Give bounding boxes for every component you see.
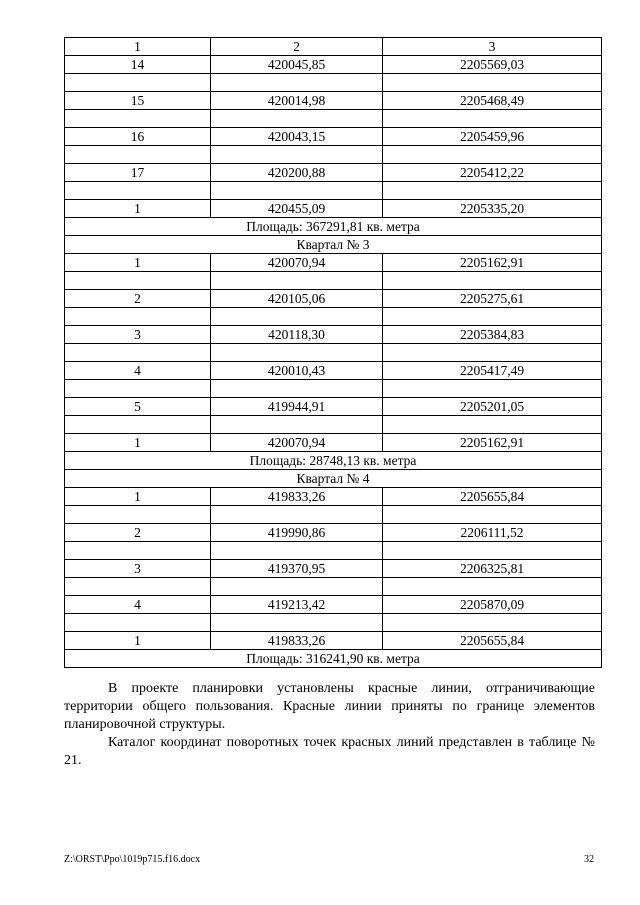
paragraph-catalog-reference: Каталог координат поворотных точек красных линий представлен в таблице № 21. (64, 735, 595, 768)
empty-cell (211, 110, 383, 128)
empty-cell (65, 542, 211, 560)
point-number-cell: 1 (65, 254, 211, 272)
footer-page-number: 32 (584, 854, 594, 865)
empty-cell (383, 146, 602, 164)
point-number-cell: 2 (65, 290, 211, 308)
x-coordinate-cell: 420045,85 (211, 56, 383, 74)
empty-cell (211, 272, 383, 290)
y-coordinate-cell: 2205384,83 (383, 326, 602, 344)
empty-cell (383, 380, 602, 398)
summary-cell: Квартал № 3 (65, 236, 602, 254)
x-coordinate-cell: 419944,91 (211, 398, 383, 416)
y-coordinate-cell: 2205655,84 (383, 488, 602, 506)
table-row (65, 434, 602, 452)
empty-cell (65, 416, 211, 434)
coordinates-table-body (65, 38, 602, 668)
empty-cell (211, 74, 383, 92)
table-row (65, 56, 602, 74)
table-row (65, 92, 602, 110)
table-header-row (65, 38, 602, 56)
x-coordinate-cell: 420455,09 (211, 200, 383, 218)
point-number-cell: 5 (65, 398, 211, 416)
table-spacer-row (65, 416, 602, 434)
empty-cell (211, 380, 383, 398)
y-coordinate-cell: 2205162,91 (383, 254, 602, 272)
x-coordinate-cell: 419833,26 (211, 488, 383, 506)
point-number-cell: 1 (65, 488, 211, 506)
y-coordinate-cell: 2205655,84 (383, 632, 602, 650)
table-row (65, 164, 602, 182)
empty-cell (383, 272, 602, 290)
y-coordinate-cell: 2205459,96 (383, 128, 602, 146)
x-coordinate-cell: 420105,06 (211, 290, 383, 308)
body-text (64, 680, 595, 770)
point-number-cell: 3 (65, 326, 211, 344)
point-number-cell: 3 (65, 560, 211, 578)
y-coordinate-cell: 2205468,49 (383, 92, 602, 110)
summary-cell: Площадь: 367291,81 кв. метра (65, 218, 602, 236)
empty-cell (383, 506, 602, 524)
summary-cell: Квартал № 4 (65, 470, 602, 488)
table-row (65, 632, 602, 650)
empty-cell (211, 344, 383, 362)
empty-cell (65, 110, 211, 128)
table-spacer-row (65, 74, 602, 92)
empty-cell (211, 542, 383, 560)
y-coordinate-cell: 2205417,49 (383, 362, 602, 380)
table-row (65, 128, 602, 146)
empty-cell (383, 578, 602, 596)
point-number-cell: 17 (65, 164, 211, 182)
empty-cell (383, 344, 602, 362)
point-number-cell: 4 (65, 596, 211, 614)
empty-cell (65, 146, 211, 164)
table-row (65, 398, 602, 416)
y-coordinate-cell: 2205275,61 (383, 290, 602, 308)
point-number-cell: 16 (65, 128, 211, 146)
x-coordinate-cell: 420070,94 (211, 254, 383, 272)
x-coordinate-cell: 420118,30 (211, 326, 383, 344)
empty-cell (211, 614, 383, 632)
empty-cell (65, 506, 211, 524)
table-spacer-row (65, 506, 602, 524)
summary-cell: Площадь: 28748,13 кв. метра (65, 452, 602, 470)
empty-cell (65, 272, 211, 290)
table-summary-row (65, 650, 602, 668)
empty-cell (383, 542, 602, 560)
table-spacer-row (65, 182, 602, 200)
table-spacer-row (65, 578, 602, 596)
table-row (65, 290, 602, 308)
table-row (65, 254, 602, 272)
table-spacer-row (65, 344, 602, 362)
x-coordinate-cell: 420200,88 (211, 164, 383, 182)
table-spacer-row (65, 308, 602, 326)
point-number-cell: 1 (65, 200, 211, 218)
point-number-cell: 15 (65, 92, 211, 110)
table-summary-row (65, 218, 602, 236)
y-coordinate-cell: 2205201,05 (383, 398, 602, 416)
empty-cell (65, 578, 211, 596)
empty-cell (65, 380, 211, 398)
table-row (65, 560, 602, 578)
y-coordinate-cell: 2205162,91 (383, 434, 602, 452)
empty-cell (383, 74, 602, 92)
x-coordinate-cell: 419370,95 (211, 560, 383, 578)
empty-cell (65, 614, 211, 632)
header-cell-point: 1 (65, 38, 211, 56)
table-summary-row (65, 470, 602, 488)
empty-cell (211, 182, 383, 200)
table-row (65, 596, 602, 614)
x-coordinate-cell: 420043,15 (211, 128, 383, 146)
empty-cell (65, 182, 211, 200)
x-coordinate-cell: 419990,86 (211, 524, 383, 542)
empty-cell (211, 506, 383, 524)
y-coordinate-cell: 2205335,20 (383, 200, 602, 218)
y-coordinate-cell: 2205412,22 (383, 164, 602, 182)
table-summary-row (65, 452, 602, 470)
point-number-cell: 14 (65, 56, 211, 74)
empty-cell (211, 416, 383, 434)
x-coordinate-cell: 420070,94 (211, 434, 383, 452)
x-coordinate-cell: 420014,98 (211, 92, 383, 110)
table-row (65, 326, 602, 344)
empty-cell (383, 182, 602, 200)
table-row (65, 200, 602, 218)
table-spacer-row (65, 146, 602, 164)
y-coordinate-cell: 2205569,03 (383, 56, 602, 74)
coordinates-table (64, 37, 602, 668)
empty-cell (211, 578, 383, 596)
table-row (65, 362, 602, 380)
table-spacer-row (65, 380, 602, 398)
empty-cell (383, 110, 602, 128)
x-coordinate-cell: 419833,26 (211, 632, 383, 650)
empty-cell (65, 344, 211, 362)
empty-cell (65, 308, 211, 326)
y-coordinate-cell: 2206325,81 (383, 560, 602, 578)
table-spacer-row (65, 110, 602, 128)
x-coordinate-cell: 420010,43 (211, 362, 383, 380)
paragraph-red-lines: В проекте планировки установлены красные линии, отграничивающие территории общего пользования. Красные линии приняты по границе элементов планировочной структуры. (64, 681, 595, 732)
y-coordinate-cell: 2206111,52 (383, 524, 602, 542)
point-number-cell: 4 (65, 362, 211, 380)
empty-cell (383, 308, 602, 326)
summary-cell: Площадь: 316241,90 кв. метра (65, 650, 602, 668)
header-cell-x: 2 (211, 38, 383, 56)
y-coordinate-cell: 2205870,09 (383, 596, 602, 614)
table-row (65, 524, 602, 542)
header-cell-y: 3 (383, 38, 602, 56)
empty-cell (65, 74, 211, 92)
point-number-cell: 2 (65, 524, 211, 542)
table-spacer-row (65, 542, 602, 560)
point-number-cell: 1 (65, 434, 211, 452)
point-number-cell: 1 (65, 632, 211, 650)
empty-cell (211, 308, 383, 326)
x-coordinate-cell: 419213,42 (211, 596, 383, 614)
table-row (65, 488, 602, 506)
table-spacer-row (65, 614, 602, 632)
empty-cell (211, 146, 383, 164)
empty-cell (383, 416, 602, 434)
table-summary-row (65, 236, 602, 254)
footer-file-path: Z:\ORST\Ppo\1019p715.f16.docx (64, 854, 201, 865)
table-spacer-row (65, 272, 602, 290)
empty-cell (383, 614, 602, 632)
